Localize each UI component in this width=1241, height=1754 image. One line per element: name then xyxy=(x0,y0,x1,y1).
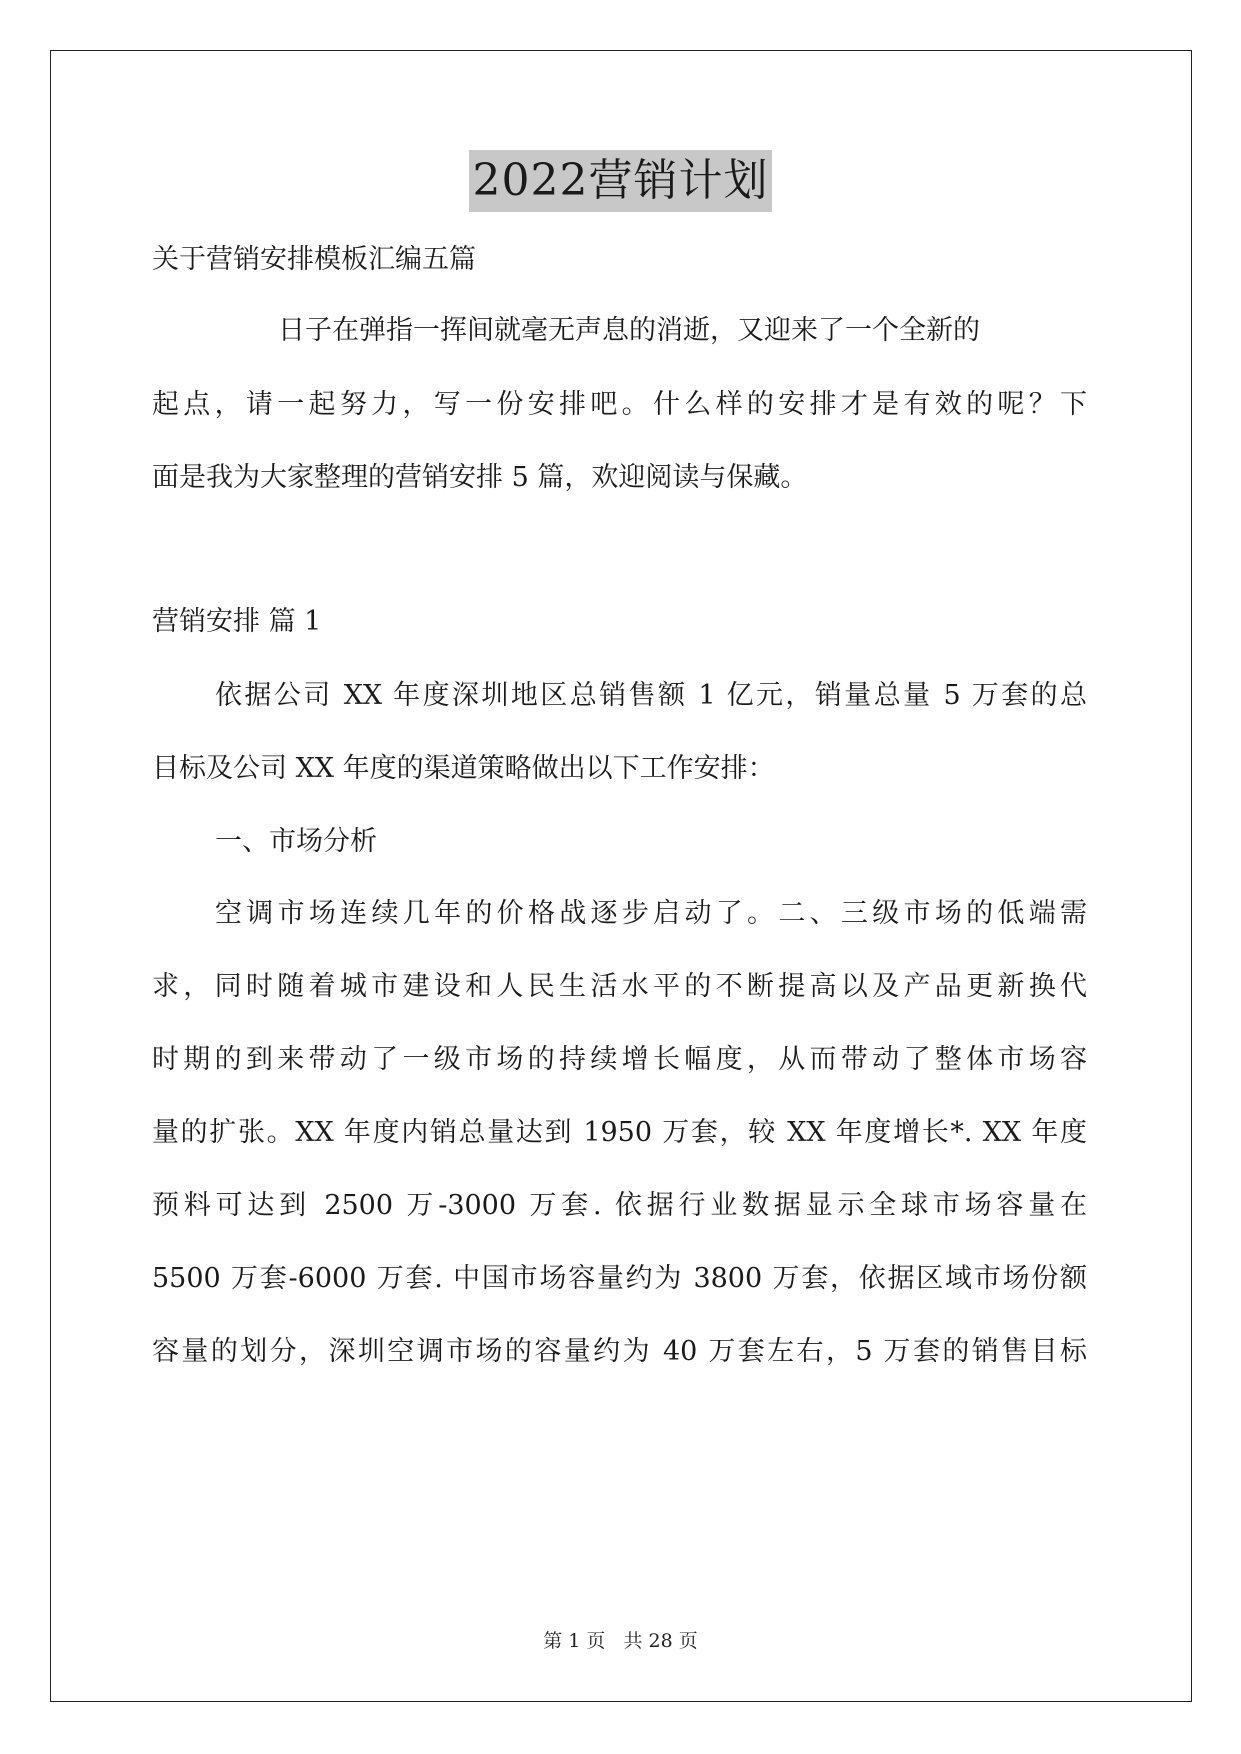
subheading: 一、市场分析 xyxy=(215,826,377,857)
paragraph2-line-6: 5500 万套-6000 万套. 中国市场容量约为 3800 万套，依据区域市场份额 xyxy=(152,1263,1087,1294)
paragraph2-line-5: 预料可达到 2500 万-3000 万套. 依据行业数据显示全球市场容量在 xyxy=(152,1190,1087,1221)
paragraph1-line-1: 依据公司 XX 年度深圳地区总销售额 1 亿元，销量总量 5 万套的总 xyxy=(215,680,1087,711)
page-footer xyxy=(0,1628,1241,1654)
document-subtitle: 关于营销安排模板汇编五篇 xyxy=(152,244,476,275)
intro-line-1: 日子在弹指一挥间就毫无声息的消逝，又迎来了一个全新的 xyxy=(278,315,980,346)
document-title: 2022营销计划 xyxy=(469,150,773,212)
intro-line-2: 起点，请一起努力，写一份安排吧。什么样的安排才是有效的呢？下 xyxy=(152,389,1087,420)
page-number: 第 1 页 xyxy=(543,1630,606,1652)
paragraph2-line-4: 量的扩张。XX 年度内销总量达到 1950 万套，较 XX 年度增长*. XX 年度 xyxy=(152,1117,1087,1148)
paragraph2-line-3: 时期的到来带动了一级市场的持续增长幅度，从而带动了整体市场容 xyxy=(152,1044,1087,1075)
paragraph1-line-2: 目标及公司 XX 年度的渠道策略做出以下工作安排： xyxy=(152,753,775,784)
page-border xyxy=(50,50,1192,1702)
paragraph2-line-7: 容量的划分，深圳空调市场的容量约为 40 万套左右，5 万套的销售目标 xyxy=(152,1336,1087,1367)
paragraph2-line-1: 空调市场连续几年的价格战逐步启动了。二、三级市场的低端需 xyxy=(215,898,1087,929)
title-area xyxy=(0,150,1241,212)
section-heading: 营销安排 篇 1 xyxy=(152,606,322,637)
page-total: 共 28 页 xyxy=(623,1630,698,1652)
intro-line-3: 面是我为大家整理的营销安排 5 篇，欢迎阅读与保藏。 xyxy=(152,462,808,493)
paragraph2-line-2: 求，同时随着城市建设和人民生活水平的不断提高以及产品更新换代 xyxy=(152,971,1087,1002)
